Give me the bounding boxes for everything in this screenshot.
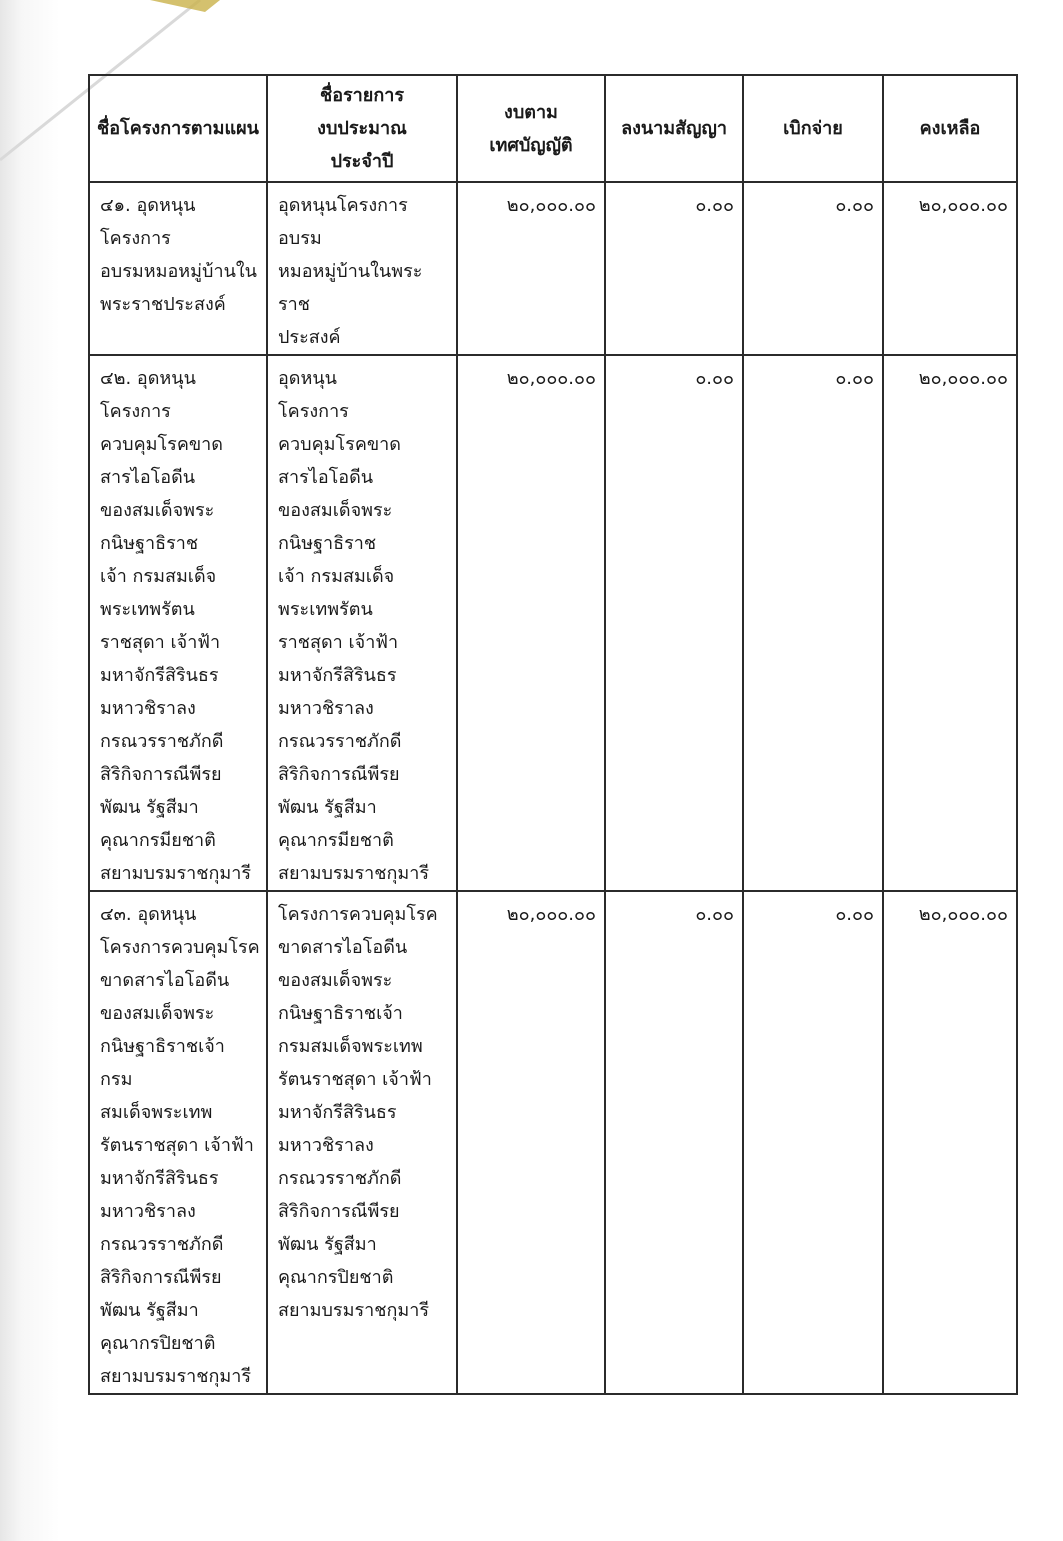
cell-remaining: ๒๐,๐๐๐.๐๐ (883, 182, 1017, 355)
cell-remaining: ๒๐,๐๐๐.๐๐ (883, 891, 1017, 1394)
header-remaining: คงเหลือ (883, 75, 1017, 182)
cell-disbursed: ๐.๐๐ (743, 891, 883, 1394)
budget-table (88, 74, 1018, 1395)
cell-remaining: ๒๐,๐๐๐.๐๐ (883, 355, 1017, 891)
cell-disbursed: ๐.๐๐ (743, 182, 883, 355)
header-budget-amount: งบตาม เทศบัญญัติ (457, 75, 605, 182)
cell-disbursed: ๐.๐๐ (743, 355, 883, 891)
cell-budget-item: อุดหนุนโครงการอบรม หมอหมู่บ้านในพระราช ประสงค์ (267, 182, 457, 355)
cell-project-name: ๔๑. อุดหนุนโครงการ อบรมหมอหมู่บ้านใน พระราชประสงค์ (89, 182, 267, 355)
table-row (89, 891, 1017, 1394)
header-budget-item: ชื่อรายการ งบประมาณ ประจำปี (267, 75, 457, 182)
cell-budget-item: โครงการควบคุมโรค ขาดสารไอโอดีน ของสมเด็จพระ กนิษฐาธิราชเจ้า กรมสมเด็จพระเทพ รัตนราชสุดา เจ้าฟ้า มหาจักรีสิรินธร มหาวชิราลง กรณวรราชภักดี สิริกิจการณีพีรย พัฒน รัฐสีมา คุณากรปิยชาติ สยามบรมราชกุมารี (267, 891, 457, 1394)
cell-budget-amount: ๒๐,๐๐๐.๐๐ (457, 891, 605, 1394)
cell-contract: ๐.๐๐ (605, 891, 743, 1394)
table-row (89, 182, 1017, 355)
table-row (89, 355, 1017, 891)
cell-contract: ๐.๐๐ (605, 355, 743, 891)
cell-project-name: ๔๓. อุดหนุน โครงการควบคุมโรค ขาดสารไอโอดีน ของสมเด็จพระ กนิษฐาธิราชเจ้า กรม สมเด็จพระเทพ รัตนราชสุดา เจ้าฟ้า มหาจักรีสิรินธร มหาวชิราลง กรณวรราชภักดี สิริกิจการณีพีรย พัฒน รัฐสีมา คุณากรปิยชาติ สยามบรมราชกุมารี (89, 891, 267, 1394)
cell-budget-amount: ๒๐,๐๐๐.๐๐ (457, 182, 605, 355)
cell-budget-item: อุดหนุน โครงการ ควบคุมโรคขาด สารไอโอดีน ของสมเด็จพระ กนิษฐาธิราช เจ้า กรมสมเด็จ พระเทพรัตน ราชสุดา เจ้าฟ้า มหาจักรีสิรินธร มหาวชิราลง กรณวรราชภักดี สิริกิจการณีพีรย พัฒน รัฐสีมา คุณากรมียชาติ สยามบรมราชกุมารี (267, 355, 457, 891)
header-contract: ลงนามสัญญา (605, 75, 743, 182)
table-header-row (89, 75, 1017, 182)
header-project-name: ชื่อโครงการตามแผน (89, 75, 267, 182)
cell-project-name: ๔๒. อุดหนุน โครงการ ควบคุมโรคขาด สารไอโอดีน ของสมเด็จพระ กนิษฐาธิราช เจ้า กรมสมเด็จ พระเทพรัตน ราชสุดา เจ้าฟ้า มหาจักรีสิรินธร มหาวชิราลง กรณวรราชภักดี สิริกิจการณีพีรย พัฒน รัฐสีมา คุณากรมียชาติ สยามบรมราชกุมารี (89, 355, 267, 891)
cell-contract: ๐.๐๐ (605, 182, 743, 355)
header-disbursed: เบิกจ่าย (743, 75, 883, 182)
cell-budget-amount: ๒๐,๐๐๐.๐๐ (457, 355, 605, 891)
